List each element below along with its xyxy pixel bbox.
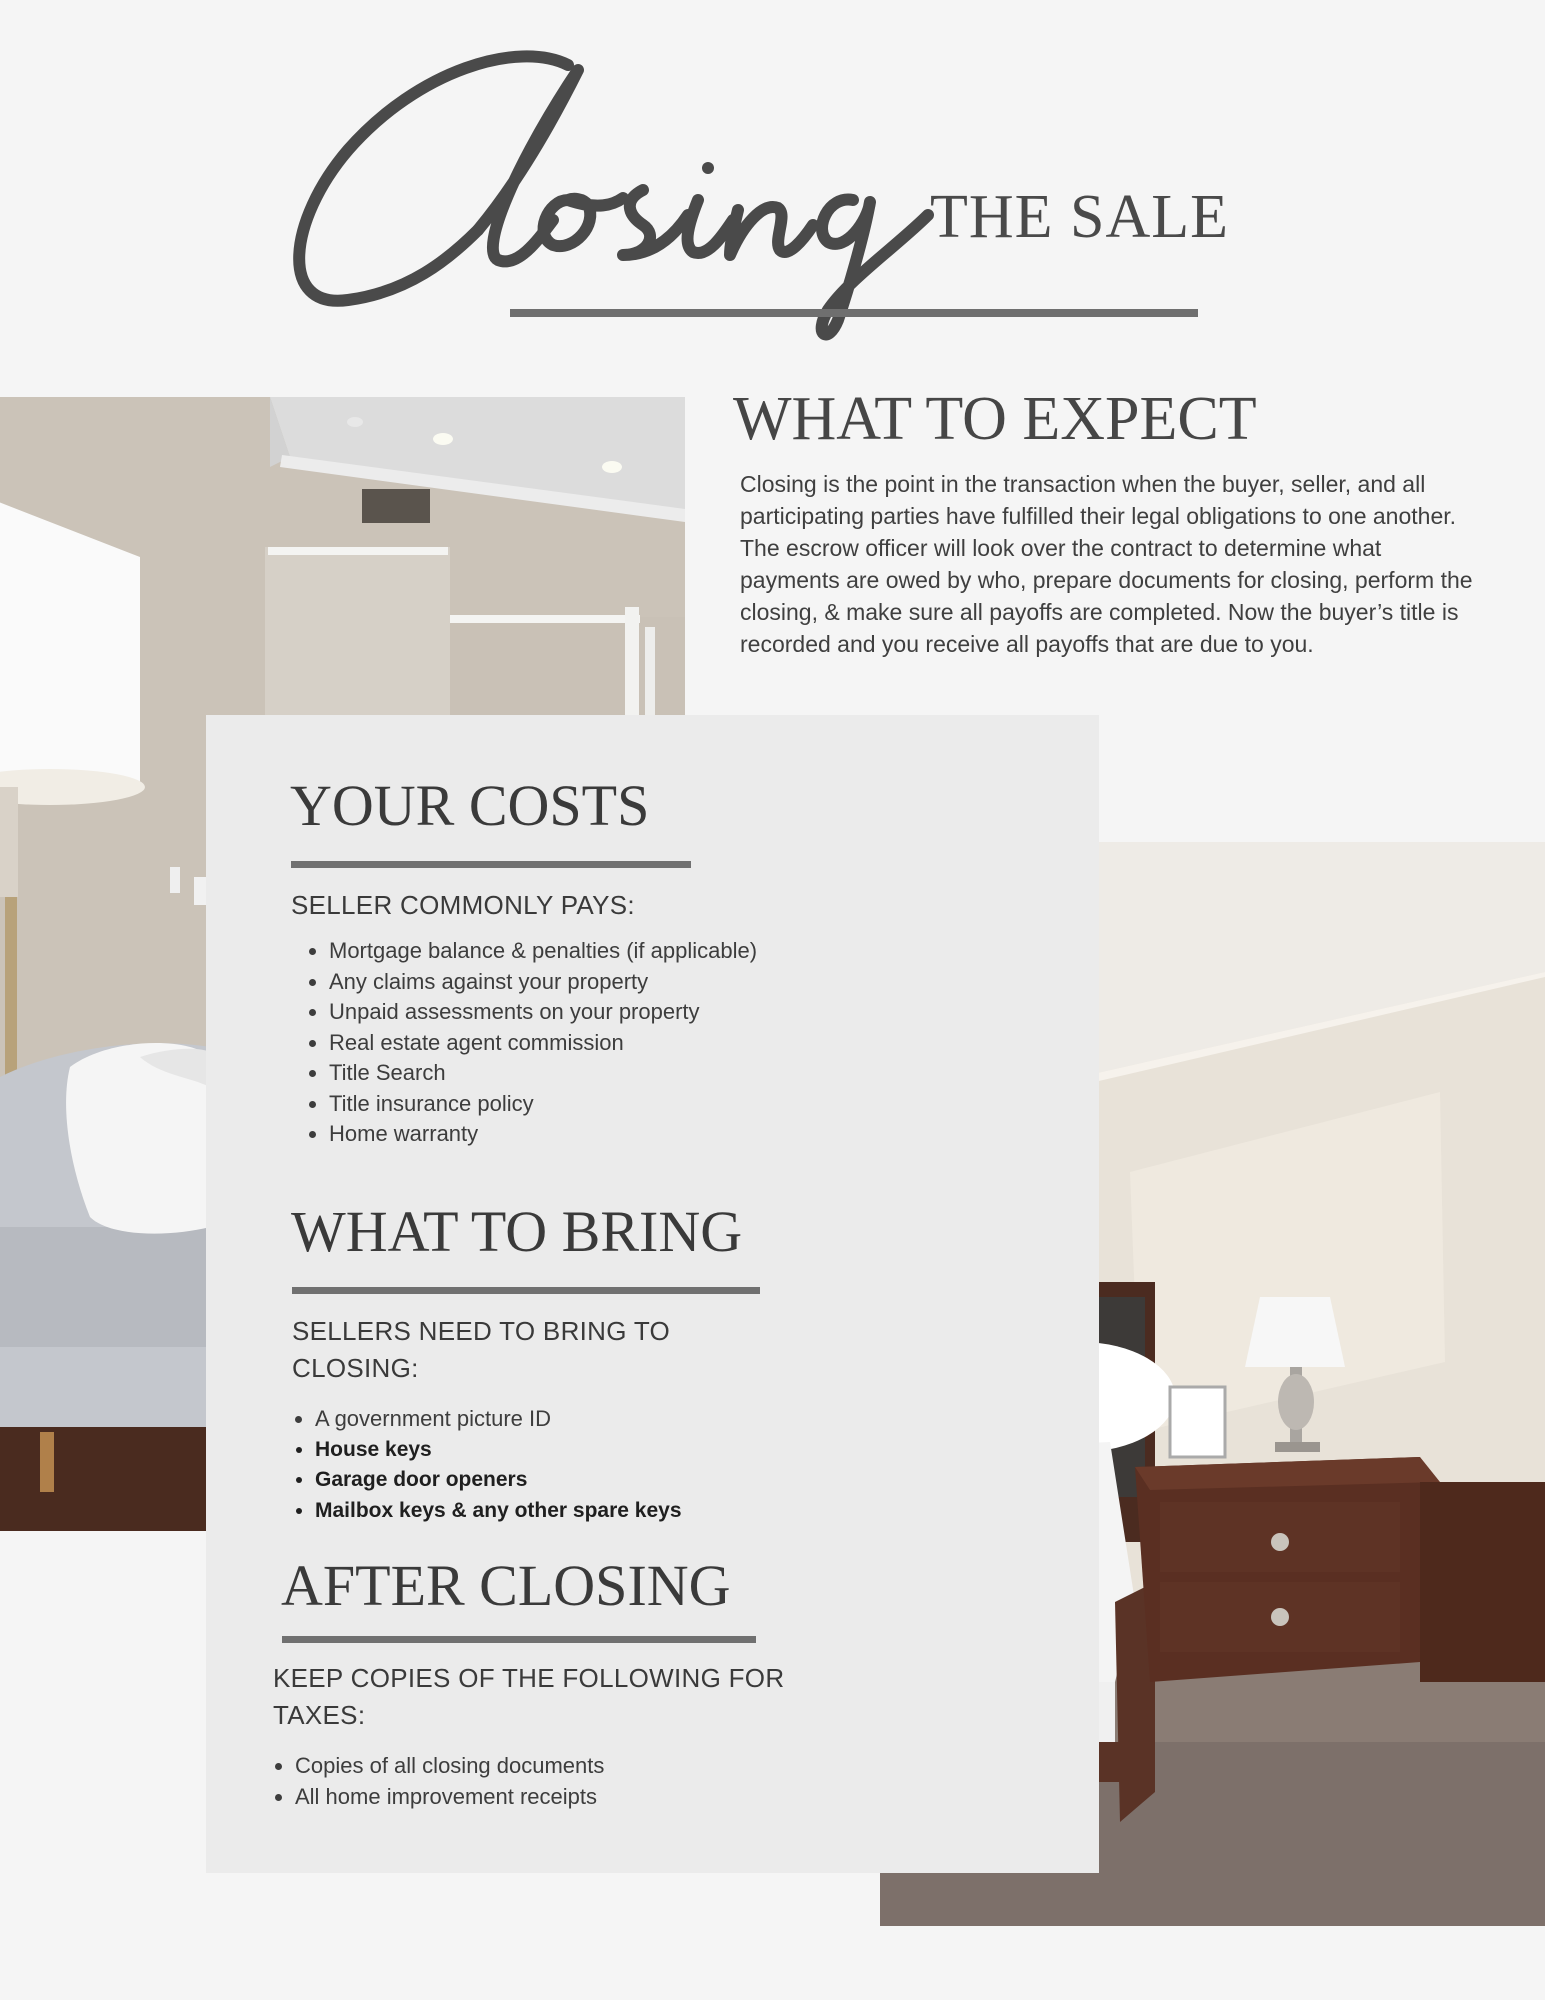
list-item: • Real estate agent commission	[329, 1028, 889, 1059]
your-costs-heading: YOUR COSTS	[290, 773, 650, 838]
what-to-bring-divider	[292, 1287, 760, 1294]
list-item: • Unpaid assessments on your property	[329, 997, 889, 1028]
bring-list	[277, 1404, 835, 1526]
title-divider	[510, 309, 1198, 317]
keep-copies-subheading: KEEP COPIES OF THE FOLLOWING FOR TAXES:	[273, 1663, 785, 1730]
list-item: • Garage door openers	[315, 1465, 835, 1496]
after-closing-list	[257, 1751, 815, 1812]
script-title-closing	[268, 30, 968, 350]
what-to-expect-heading: WHAT TO EXPECT	[733, 385, 1257, 453]
list-item: • House keys	[315, 1435, 835, 1466]
list-item: • Mortgage balance & penalties (if applicable)	[329, 936, 889, 967]
list-item: • Title Search	[329, 1058, 889, 1089]
list-item: • All home improvement receipts	[295, 1782, 815, 1813]
list-item: • Title insurance policy	[329, 1089, 889, 1120]
what-to-bring-heading: WHAT TO BRING	[291, 1199, 743, 1264]
list-item: • Home warranty	[329, 1119, 889, 1150]
seller-costs-list	[291, 936, 889, 1150]
what-to-expect-body: Closing is the point in the transaction when the buyer, seller, and all participating parties have fulfilled their legal obligations to one another. The escrow officer will look over the contract to determine what payments are owed by who, prepare documents for closing, perform the closing, & make sure all payoffs are completed. Now the buyer’s title is recorded and you receive all payoffs that are due to you.	[740, 471, 1473, 657]
title-subtitle: THE SALE	[930, 183, 1230, 251]
your-costs-divider	[291, 861, 691, 868]
list-item: • Copies of all closing documents	[295, 1751, 815, 1782]
list-item: • Mailbox keys & any other spare keys	[315, 1496, 835, 1527]
seller-pays-subheading: SELLER COMMONLY PAYS:	[291, 890, 635, 920]
sellers-bring-subheading: SELLERS NEED TO BRING TO CLOSING:	[292, 1316, 671, 1383]
after-closing-divider	[282, 1636, 756, 1643]
list-item: • Any claims against your property	[329, 967, 889, 998]
list-item: • A government picture ID	[315, 1404, 835, 1435]
after-closing-heading: AFTER CLOSING	[281, 1553, 731, 1618]
